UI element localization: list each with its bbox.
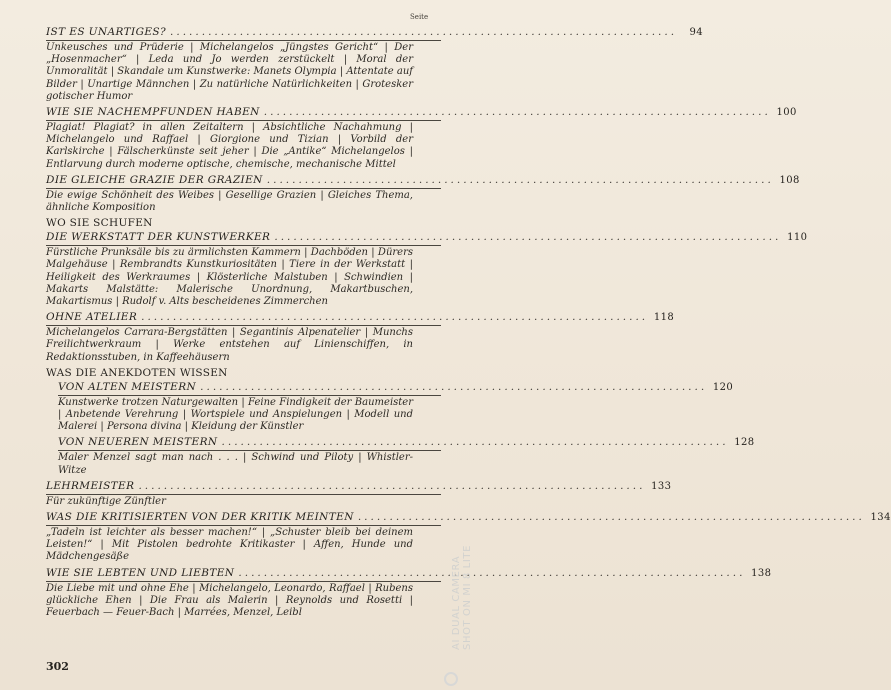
dot-leader: ................................................................................ [238, 566, 746, 579]
chapter-description: Plagiat! Plagiat? in allen Zeitaltern | Absichtliche Nachahmung | Michelangelo und Raffael | Giorgione und Tizian | Vorbild der Karlskirche | Fälscherkünste seit jeher | Die „Antike“ Michelangelos | Entlarvung durch moderne optische, chemische, mechanische Mittel [46, 122, 413, 170]
camera-watermark [437, 500, 473, 690]
chapter-description: Die Liebe mit und ohne Ehe | Michelangelo, Leonardo, Raffael | Rubens glückliche Ehen | Die Frau als Malerin | Reynolds und Rosetti | Feuerbach — Feuer-Bach | Marrées, Menzel, Leibl [46, 582, 413, 619]
chapter-description: Die ewige Schönheit des Weibes | Gesellige Grazien | Gleiches Thema, ähnliche Komposition [46, 189, 413, 214]
dot-leader: ................................................................................ [263, 106, 771, 119]
chapter-title: OHNE ATELIER [46, 311, 138, 324]
chapter-title: IST ES UNARTIGES? [46, 26, 167, 38]
part-heading: WAS DIE ANEKDOTEN WISSEN [46, 366, 228, 379]
chapter-heading [58, 436, 755, 451]
part-heading: WO SIE SCHUFEN [46, 217, 153, 230]
chapter-description: Kunstwerke trotzen Naturgewalten | Feine Findigkeit der Baumeister | Anbetende Verehrung | Wortspiele und Anspielungen | Modell und Malerei | Persona divina | Kleidung der Künstler [58, 396, 413, 433]
toc-entry [46, 106, 797, 171]
chapter-title: DIE GLEICHE GRAZIE DER GRAZIEN [46, 173, 263, 186]
chapter-title: VON NEUEREN MEISTERN [58, 436, 218, 449]
chapter-heading [46, 231, 808, 246]
watermark-line-2: AI DUAL CAMERA [451, 555, 462, 650]
chapter-description: Michelangelos Carrara-Bergstätten | Segantinis Alpenatelier | Munchs Freilichtwerkraum | Werke entstehen auf Linienschiffen, in Redaktionsstuben, in Kaffeehäusern [46, 327, 413, 363]
dot-leader: ................................................................................ [221, 436, 729, 449]
chapter-description: Fürstliche Prunksäle bis zu ärmlichsten Kammern | Dachböden | Dürers Malgehäuse | Rembrandts Kunstkuriositäten | Tiere in der Werkstatt | Heiligkeit des Werkraumes | Klösterliche Malstuben | Schwindien | Makarts Malstätte: Malerische Unordnung, Makartbuschen, Makartismus | Rudolf v. Alts bescheidenes Zimmerchen [46, 247, 413, 308]
toc-entry [46, 173, 800, 214]
chapter-title: LEHRMEISTER [46, 479, 135, 492]
chapter-page-number: 110 [787, 232, 808, 244]
chapter-description: Für zukünftige Zünftler [46, 495, 166, 507]
chapter-heading [46, 173, 800, 189]
chapter-page-number: 118 [653, 312, 675, 324]
page-number: 302 [46, 660, 69, 673]
chapter-page-number: 133 [651, 480, 672, 492]
chapter-page-number: 120 [712, 381, 734, 393]
chapter-page-number: 100 [776, 107, 797, 119]
chapter-description: „Tadeln ist leichter als besser machen!“ | „Schuster bleib bei deinem Leisten!“ | Mit Pistolen bedrohte Kritikaster | Affen, Hunde und Mädchengesäße [46, 527, 413, 563]
chapter-title: WIE SIE LEBTEN UND LIEBTEN [46, 566, 235, 579]
toc-entry [46, 311, 675, 364]
chapter-heading [46, 26, 704, 41]
chapter-heading [58, 380, 734, 396]
chapter-description: Maler Menzel sagt man nach . . . | Schwind und Piloty | Whistler-Witze [58, 452, 413, 476]
dot-leader: ................................................................................ [200, 380, 708, 393]
chapter-description: Unkeusches und Prüderie | Michelangelos „Jüngstes Gericht“ | Der „Hosenmacher“ | Leda und Jo werden zerstückelt | Moral der Unmoralität | Skandale um Kunstwerke: Manets Olympia | Attentate auf Bilder | Unartige Männchen | Zu natürliche Natürlichkeiten | Grotesker gotischer Humor [46, 42, 413, 102]
watermark-line-1: SHOT ON MI 8 LITE [462, 545, 473, 650]
camera-ring-icon [444, 672, 458, 686]
chapter-page-number: 128 [734, 437, 755, 449]
toc-entry [46, 26, 704, 103]
chapter-title: DIE WERKSTATT DER KUNSTWERKER [46, 231, 271, 244]
toc-entry [46, 436, 755, 476]
dot-leader: ................................................................................ [274, 231, 782, 244]
toc-entry [46, 380, 734, 434]
toc-entry [46, 511, 891, 564]
chapter-page-number: 134 [870, 512, 891, 524]
dot-leader: ................................................................................ [138, 479, 646, 492]
chapter-heading [46, 511, 891, 526]
chapter-heading [46, 311, 675, 326]
chapter-heading [46, 566, 772, 582]
chapter-heading [46, 106, 797, 121]
chapter-page-number: 94 [689, 27, 704, 38]
chapter-title: VON ALTEN MEISTERN [58, 380, 197, 393]
chapter-page-number: 108 [779, 174, 800, 186]
chapter-title: WIE SIE NACHEMPFUNDEN HABEN [46, 106, 260, 119]
dot-leader: ................................................................................ [357, 511, 865, 524]
chapter-page-number: 138 [751, 567, 772, 579]
chapter-heading [46, 479, 672, 495]
dot-leader: ................................................................................ [266, 173, 774, 186]
dot-leader: ................................................................................ [141, 311, 649, 324]
dot-leader: ................................................................................ [170, 26, 678, 38]
toc-entry [46, 231, 808, 308]
toc-entry [46, 479, 672, 508]
page-column-label: Seite [410, 13, 429, 21]
chapter-title: WAS DIE KRITISIERTEN VON DER KRITIK MEINTEN [46, 511, 354, 524]
